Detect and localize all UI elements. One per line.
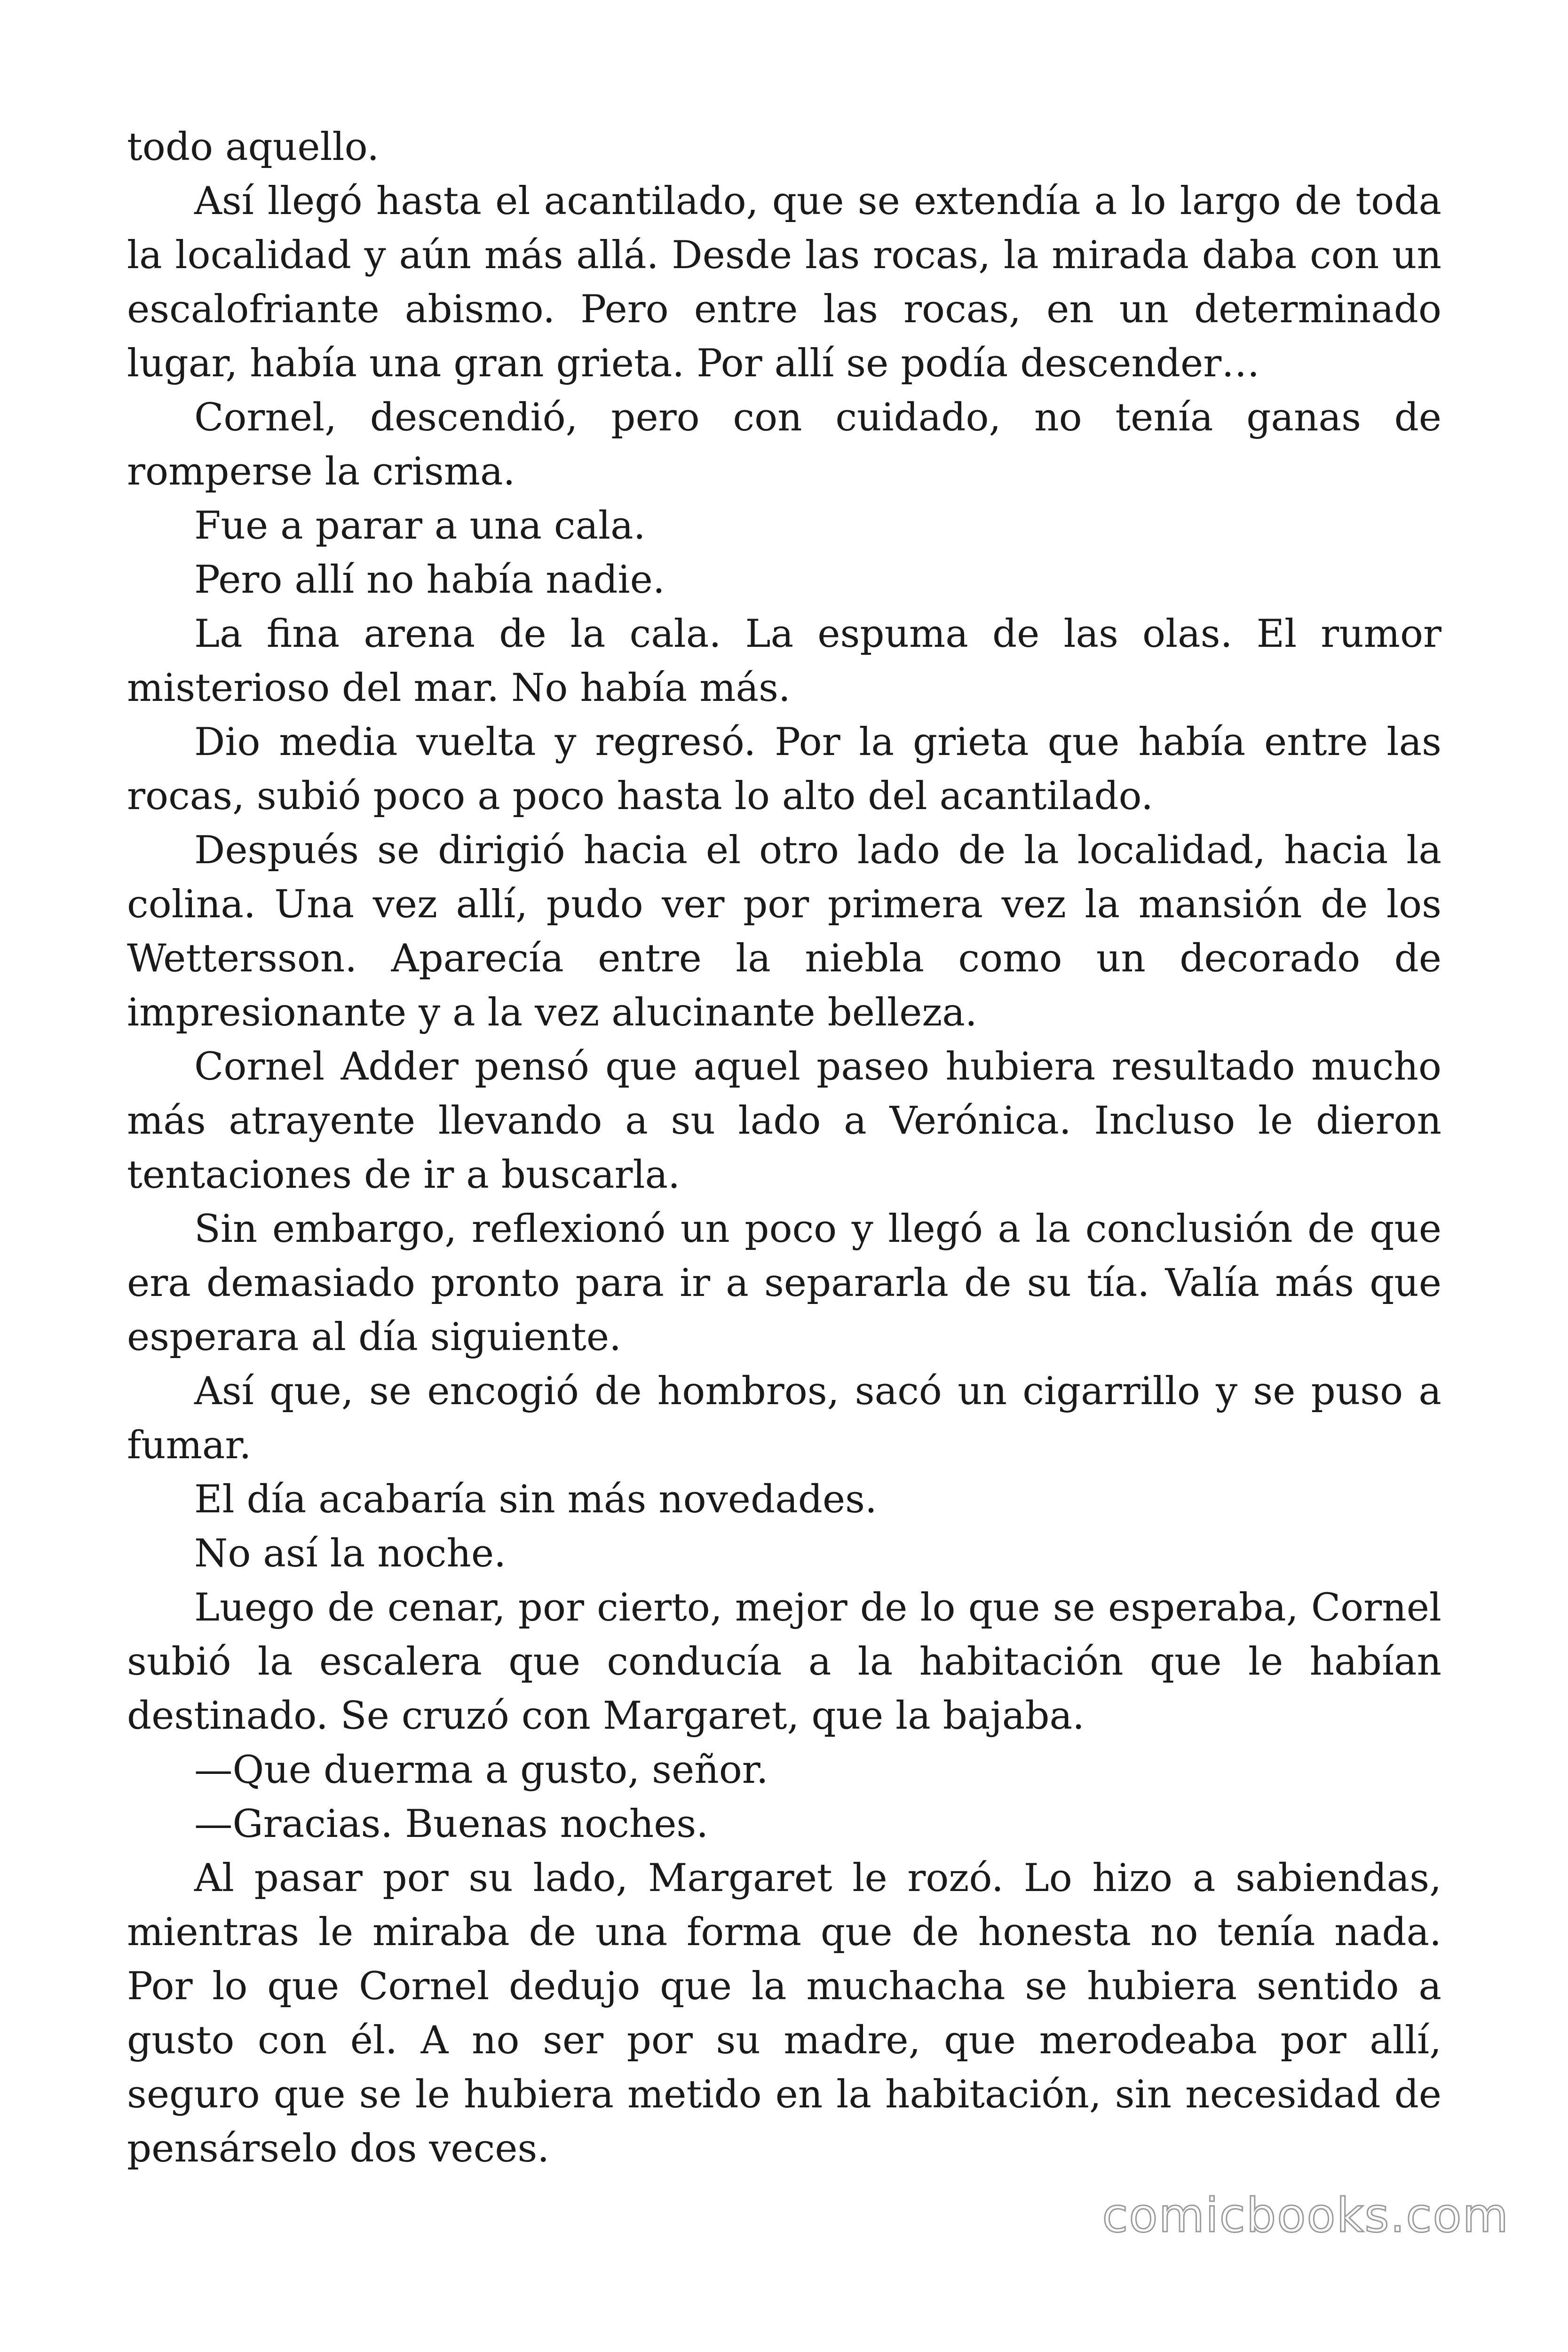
paragraph: Cornel Adder pensó que aquel paseo hubiera resultado mucho más atrayente llevando a su lado a Verónica. Incluso le dieron tentaciones de ir a buscarla.	[127, 1044, 1441, 1197]
paragraph: Así llegó hasta el acantilado, que se extendía a lo largo de toda la localidad y aún más allá. Desde las rocas, la mirada daba con un escalofriante abismo. Pero entre las rocas, en un determinado lugar, había una gran grieta. Por allí se podía descender…	[127, 179, 1441, 386]
paragraph-dialogue: —Gracias. Buenas noches.	[194, 1802, 709, 1846]
paragraph: Pero allí no había nadie.	[194, 557, 665, 602]
paragraph-dialogue: —Que duerma a gusto, señor.	[194, 1748, 768, 1792]
paragraph: Luego de cenar, por cierto, mejor de lo que se esperaba, Cornel subió la escalera que conducía a la habitación que le habían destinado. Se cruzó con Margaret, que la bajaba.	[127, 1585, 1441, 1738]
paragraph: El día acabaría sin más novedades.	[194, 1477, 877, 1522]
paragraph: No así la noche.	[194, 1531, 507, 1576]
watermark: comicbooks.com	[1102, 2188, 1509, 2243]
paragraph: La fina arena de la cala. La espuma de las olas. El rumor misterioso del mar. No había más.	[127, 612, 1441, 710]
paragraph: Cornel, descendió, pero con cuidado, no tenía ganas de romperse la crisma.	[127, 395, 1441, 494]
paragraph: Sin embargo, reflexionó un poco y llegó a la conclusión de que era demasiado pronto para ir a separarla de su tía. Valía más que esperara al día siguiente.	[127, 1207, 1441, 1359]
paragraph: Dio media vuelta y regresó. Por la grieta que había entre las rocas, subió poco a poco hasta lo alto del acantilado.	[127, 720, 1441, 818]
page-body-text	[127, 120, 1441, 2176]
paragraph: Después se dirigió hacia el otro lado de la localidad, hacia la colina. Una vez allí, pudo ver por primera vez la mansión de los Wettersson. Aparecía entre la niebla como un decorado de impresionante y a la vez alucinante belleza.	[127, 828, 1441, 1035]
paragraph: Al pasar por su lado, Margaret le rozó. Lo hizo a sabiendas, mientras le miraba de una forma que de honesta no tenía nada. Por lo que Cornel dedujo que la muchacha se hubiera sentido a gusto con él. A no ser por su madre, que merodeaba por allí, seguro que se le hubiera metido en la habitación, sin necesidad de pensárselo dos veces.	[127, 1856, 1441, 2171]
paragraph: Fue a parar a una cala.	[194, 503, 646, 548]
paragraph: Así que, se encogió de hombros, sacó un cigarrillo y se puso a fumar.	[127, 1369, 1441, 1468]
paragraph-continuation: todo aquello.	[127, 125, 380, 169]
